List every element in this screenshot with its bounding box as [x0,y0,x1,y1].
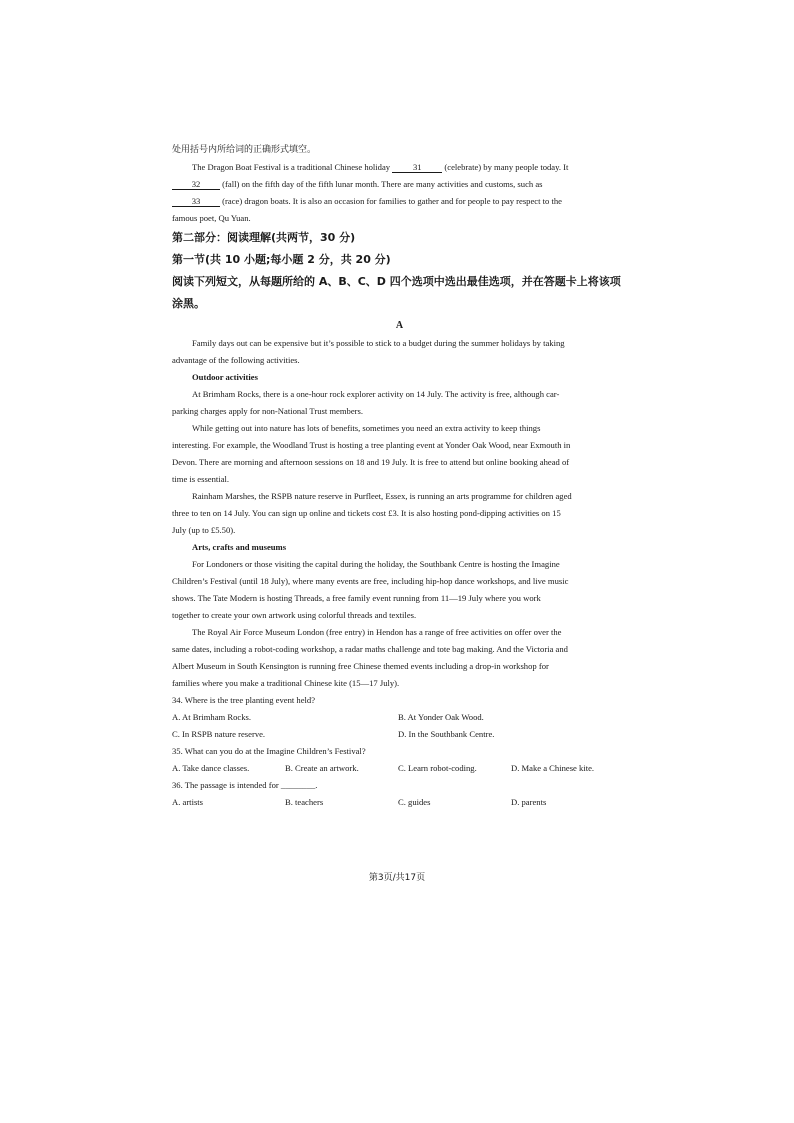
passage-subheading: Arts, crafts and museums [192,542,287,552]
passage-subheading: Outdoor activities [192,372,258,382]
passage-letter: A [395,320,404,331]
answer-option: A. At Brimham Rocks. [172,712,252,722]
answer-option: C. guides [398,797,431,807]
answer-option: C. Learn robot-coding. [398,763,477,773]
question-stem: 35. What can you do at the Imagine Children’s Festival? [172,746,366,756]
passage-line: Albert Museum in South Kensington is running free Chinese themed events including a drop-in workshop for [172,661,549,671]
answer-option: B. At Yonder Oak Wood. [398,712,484,722]
passage-line: Family days out can be expensive but it’s possible to stick to a budget during the summer holidays by taking [192,338,565,348]
questions [172,692,627,811]
passage-line: While getting out into nature has lots of benefits, sometimes you need an extra activity to keep things [192,423,541,433]
option-row [172,794,627,811]
passage-line: advantage of the following activities. [172,355,300,365]
blank-33: 33 [172,196,220,207]
option-row [172,709,627,726]
question-stem: 36. The passage is intended for ________. [172,780,318,790]
question-stem: 34. Where is the tree planting event held? [172,695,316,705]
page-number: 第3页/共17页 [368,873,426,883]
cloze-text: (fall) on the fifth day of the fifth lunar month. There are many activities and customs, such as [222,179,543,189]
answer-option: B. teachers [285,797,324,807]
passage-line: Children’s Festival (until 18 July), where many events are free, including hip-hop dance workshops, and live music [172,576,569,586]
section-sub-title: 第一节(共 10 小题;每小题 2 分，共 20 分) [172,253,391,266]
passage [172,335,627,692]
option-row [172,760,627,777]
reading-instruction-cont: 涂黑。 [172,297,205,310]
option-row [172,726,627,743]
passage-line: shows. The Tate Modern is hosting Threads, a free family event running from 11—19 July where you work [172,593,541,603]
cloze-line-2 [172,176,627,193]
blank-31: 31 [392,162,442,173]
answer-option: D. In the Southbank Centre. [398,729,495,739]
answer-option: A. artists [172,797,204,807]
passage-line: The Royal Air Force Museum London (free entry) in Hendon has a range of free activities on offer over the [192,627,562,637]
passage-line: At Brimham Rocks, there is a one-hour rock explorer activity on 14 July. The activity is free, although car- [192,389,560,399]
page-content [172,142,627,811]
answer-option: D. Make a Chinese kite. [511,763,595,773]
passage-line: families where you make a traditional Chinese kite (15—17 July). [172,678,400,688]
passage-line: Devon. There are morning and afternoon sessions on 18 and 19 July. It is free to attend but online booking ahead of [172,457,570,467]
cloze-text: (celebrate) by many people today. It [444,162,569,172]
section-2-title: 第二部分：阅读理解(共两节，30 分) [172,231,356,244]
passage-line: Rainham Marshes, the RSPB nature reserve in Purfleet, Essex, is running an arts programme for children aged [192,491,572,501]
passage-line: same dates, including a robot-coding workshop, a radar maths challenge and tote bag making. And the Victoria and [172,644,568,654]
passage-line: interesting. For example, the Woodland Trust is hosting a tree planting event at Yonder Oak Wood, near Exmouth in [172,440,571,450]
passage-line: July (up to £5.50). [172,525,236,535]
cloze-line-1 [172,159,627,176]
instruction-text: 处用括号内所给词的正确形式填空。 [172,145,317,155]
cloze-line-4: famous poet, Qu Yuan. [172,213,251,223]
passage-line: together to create your own artwork using colorful threads and textiles. [172,610,417,620]
cloze-line-3 [172,193,627,210]
passage-line: parking charges apply for non-National Trust members. [172,406,364,416]
answer-option: A. Take dance classes. [172,763,250,773]
answer-option: C. In RSPB nature reserve. [172,729,266,739]
blank-32: 32 [172,179,220,190]
answer-option: B. Create an artwork. [285,763,359,773]
passage-line: For Londoners or those visiting the capital during the holiday, the Southbank Centre is hosting the Imagine [192,559,560,569]
cloze-text: The Dragon Boat Festival is a traditional Chinese holiday [192,162,391,172]
passage-line: three to ten on 14 July. You can sign up online and tickets cost £3. It is also hosting pond-dipping activities on 15 [172,508,561,518]
passage-line: time is essential. [172,474,230,484]
answer-option: D. parents [511,797,547,807]
cloze-text: (race) dragon boats. It is also an occasion for families to gather and for people to pay respect to the [222,196,562,206]
reading-instruction: 阅读下列短文，从每题所给的 A、B、C、D 四个选项中选出最佳选项，并在答题卡上将该项 [172,275,621,288]
